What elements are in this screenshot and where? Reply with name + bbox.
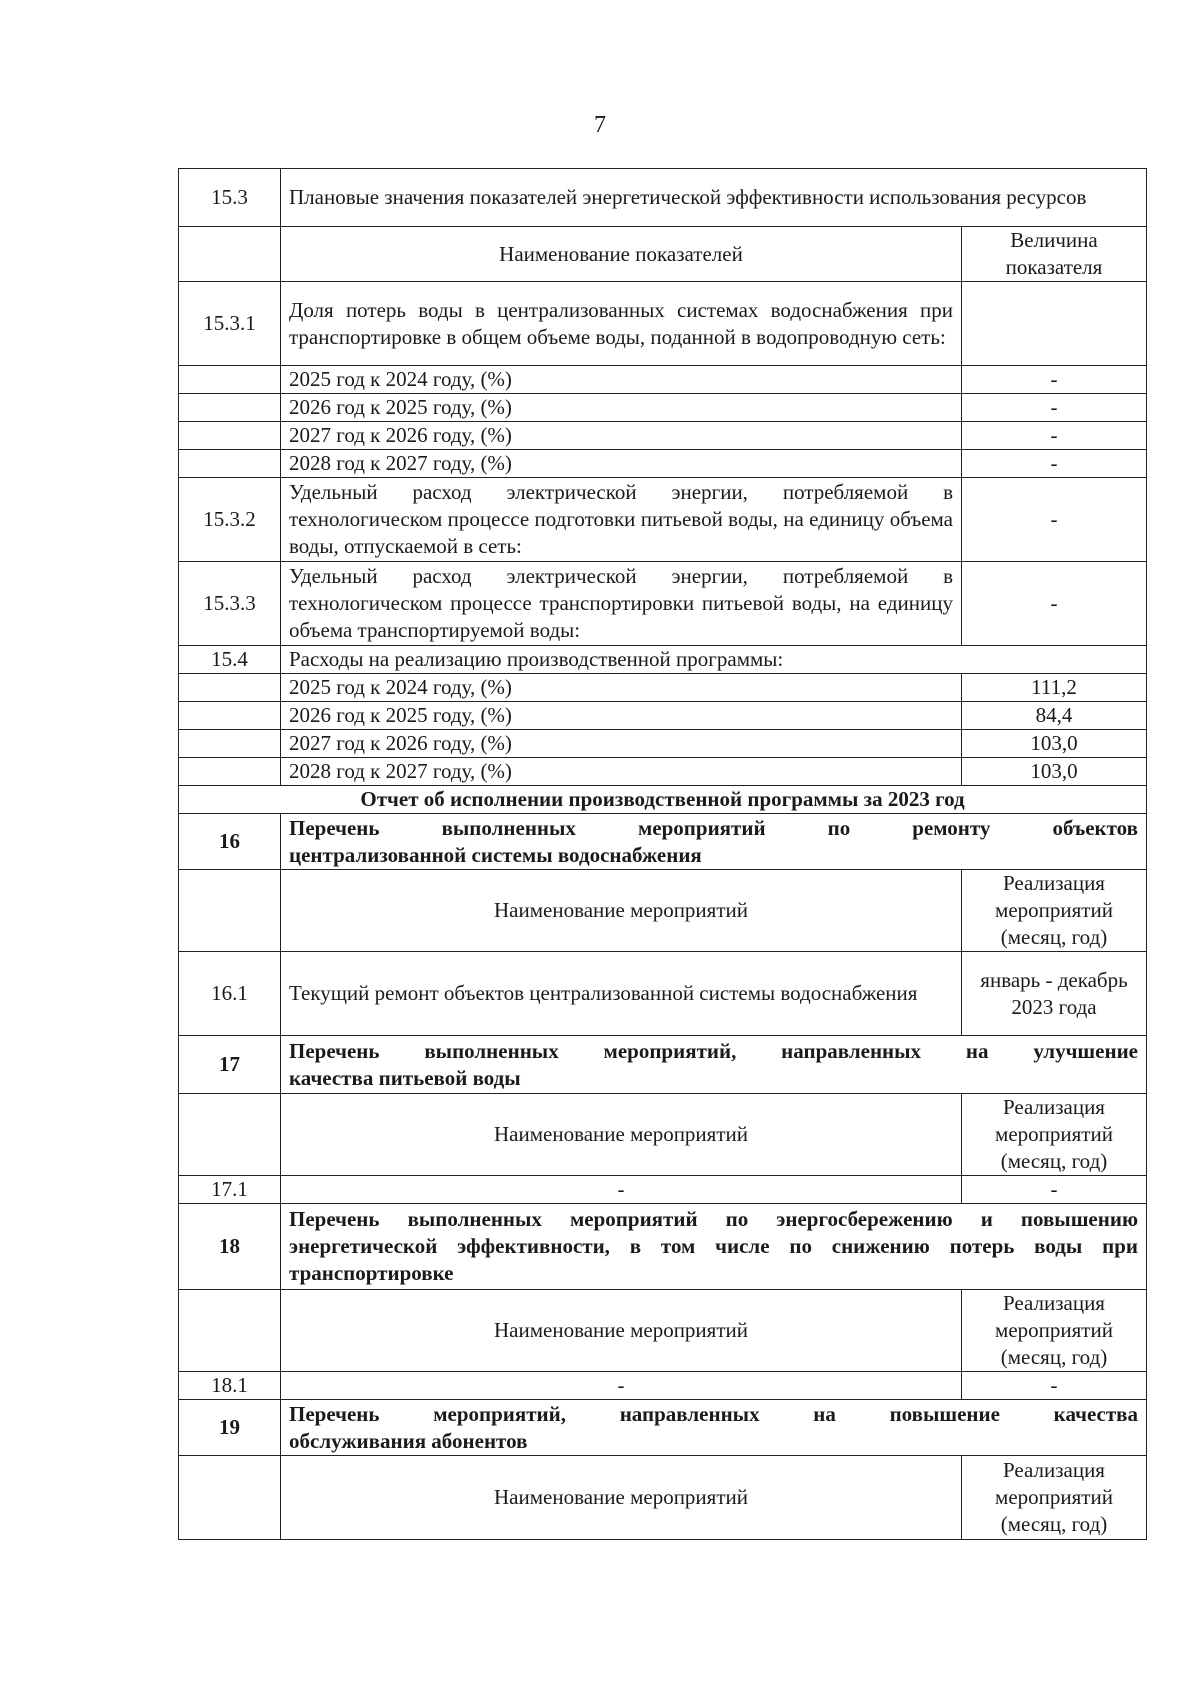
- table-row: [179, 952, 1147, 1036]
- indicator-name: Удельный расход электрической энергии, потребляемой в технологическом процессе транспортировки питьевой воды, на единицу объема транспортируемой воды:: [281, 562, 962, 646]
- indicator-value: -: [962, 478, 1147, 562]
- section-title-line: Перечень выполненных мероприятий по ремонту объектов: [289, 815, 1138, 840]
- section-number: 15.3: [179, 169, 281, 227]
- period-label: 2025 год к 2024 году, (%): [281, 674, 962, 702]
- row-number: 18.1: [179, 1372, 281, 1400]
- empty-cell: [179, 366, 281, 394]
- table-row: [179, 1400, 1147, 1456]
- table-header-row: [179, 1456, 1147, 1540]
- empty-cell: [179, 674, 281, 702]
- table-header-row: [179, 227, 1147, 282]
- table-row: [179, 422, 1147, 450]
- period-label: 2025 год к 2024 году, (%): [281, 366, 962, 394]
- column-header-value: Величина показателя: [962, 227, 1147, 282]
- indicator-value: -: [962, 450, 1147, 478]
- table-row: [179, 758, 1147, 786]
- table-row: [179, 282, 1147, 366]
- indicator-value: -: [962, 394, 1147, 422]
- section-title-line: Перечень мероприятий, направленных на повышение качества: [289, 1401, 1138, 1426]
- page-number: 7: [594, 112, 606, 138]
- event-name: Текущий ремонт объектов централизованной системы водоснабжения: [281, 952, 962, 1036]
- empty-cell: [962, 282, 1147, 366]
- indicator-value: -: [962, 562, 1147, 646]
- table-row: [179, 814, 1147, 870]
- column-header-value: Реализация мероприятий (месяц, год): [962, 1094, 1147, 1176]
- row-number: 17.1: [179, 1176, 281, 1204]
- table-row: [179, 646, 1147, 674]
- section-title-line: качества питьевой воды: [289, 1065, 521, 1090]
- section-title: [281, 1400, 1147, 1456]
- row-number: 15.3.3: [179, 562, 281, 646]
- column-header-name: Наименование показателей: [281, 227, 962, 282]
- table-row: [179, 478, 1147, 562]
- table-row: [179, 674, 1147, 702]
- empty-cell: [179, 1290, 281, 1372]
- section-number: 18: [179, 1204, 281, 1290]
- section-title: Перечень выполненных мероприятий по энергосбережению и повышению энергетической эффективности, в том числе по снижению потерь воды при транспортировке: [281, 1204, 1147, 1290]
- indicator-value: -: [962, 366, 1147, 394]
- column-header-value: Реализация мероприятий (месяц, год): [962, 1290, 1147, 1372]
- production-program-table: [178, 168, 1147, 1540]
- column-header-name: Наименование мероприятий: [281, 1290, 962, 1372]
- table-row: [179, 366, 1147, 394]
- section-title-line: Перечень выполненных мероприятий, направленных на улучшение: [289, 1038, 1138, 1063]
- period-label: 2026 год к 2025 году, (%): [281, 394, 962, 422]
- empty-cell: [179, 702, 281, 730]
- empty-cell: [179, 394, 281, 422]
- expense-value: 84,4: [962, 702, 1147, 730]
- table-row: [179, 562, 1147, 646]
- row-number: 15.3.2: [179, 478, 281, 562]
- table-row: [179, 1372, 1147, 1400]
- event-date: -: [962, 1176, 1147, 1204]
- empty-cell: [179, 870, 281, 952]
- column-header-name: Наименование мероприятий: [281, 1094, 962, 1176]
- table-row: [179, 786, 1147, 814]
- empty-cell: [179, 730, 281, 758]
- period-label: 2027 год к 2026 году, (%): [281, 730, 962, 758]
- section-title: [281, 1036, 1147, 1094]
- event-name: -: [281, 1176, 962, 1204]
- table-row: [179, 730, 1147, 758]
- table-header-row: [179, 1094, 1147, 1176]
- period-label: 2028 год к 2027 году, (%): [281, 450, 962, 478]
- row-number: 15.4: [179, 646, 281, 674]
- event-date: -: [962, 1372, 1147, 1400]
- table-header-row: [179, 870, 1147, 952]
- empty-cell: [179, 450, 281, 478]
- section-title: Плановые значения показателей энергетической эффективности использования ресурсов: [281, 169, 1147, 227]
- expense-value: 103,0: [962, 758, 1147, 786]
- table-header-row: [179, 1290, 1147, 1372]
- empty-cell: [179, 422, 281, 450]
- event-name: -: [281, 1372, 962, 1400]
- column-header-name: Наименование мероприятий: [281, 870, 962, 952]
- table-row: [179, 450, 1147, 478]
- indicator-name: Удельный расход электрической энергии, потребляемой в технологическом процессе подготовки питьевой воды, на единицу объема воды, отпускаемой в сеть:: [281, 478, 962, 562]
- expense-value: 103,0: [962, 730, 1147, 758]
- row-number: 16.1: [179, 952, 281, 1036]
- section-title: [281, 814, 1147, 870]
- section-title-line: централизованной системы водоснабжения: [289, 842, 702, 867]
- empty-cell: [179, 227, 281, 282]
- indicator-value: -: [962, 422, 1147, 450]
- indicator-name: Доля потерь воды в централизованных системах водоснабжения при транспортировке в общем объеме воды, поданной в водопроводную сеть:: [281, 282, 962, 366]
- event-date: январь - декабрь 2023 года: [962, 952, 1147, 1036]
- section-number: 17: [179, 1036, 281, 1094]
- column-header-value: Реализация мероприятий (месяц, год): [962, 1456, 1147, 1540]
- expense-value: 111,2: [962, 674, 1147, 702]
- empty-cell: [179, 758, 281, 786]
- empty-cell: [179, 1094, 281, 1176]
- empty-cell: [179, 1456, 281, 1540]
- section-title: Расходы на реализацию производственной программы:: [281, 646, 1147, 674]
- period-label: 2028 год к 2027 году, (%): [281, 758, 962, 786]
- table-row: [179, 1036, 1147, 1094]
- section-number: 16: [179, 814, 281, 870]
- table-row: [179, 702, 1147, 730]
- period-label: 2027 год к 2026 году, (%): [281, 422, 962, 450]
- table-row: [179, 394, 1147, 422]
- section-title-line: обслуживания абонентов: [289, 1428, 528, 1453]
- column-header-value: Реализация мероприятий (месяц, год): [962, 870, 1147, 952]
- table-row: [179, 1176, 1147, 1204]
- section-number: 19: [179, 1400, 281, 1456]
- column-header-name: Наименование мероприятий: [281, 1456, 962, 1540]
- report-title: Отчет об исполнении производственной программы за 2023 год: [179, 786, 1147, 814]
- period-label: 2026 год к 2025 году, (%): [281, 702, 962, 730]
- table-row: [179, 169, 1147, 227]
- table-row: [179, 1204, 1147, 1290]
- row-number: 15.3.1: [179, 282, 281, 366]
